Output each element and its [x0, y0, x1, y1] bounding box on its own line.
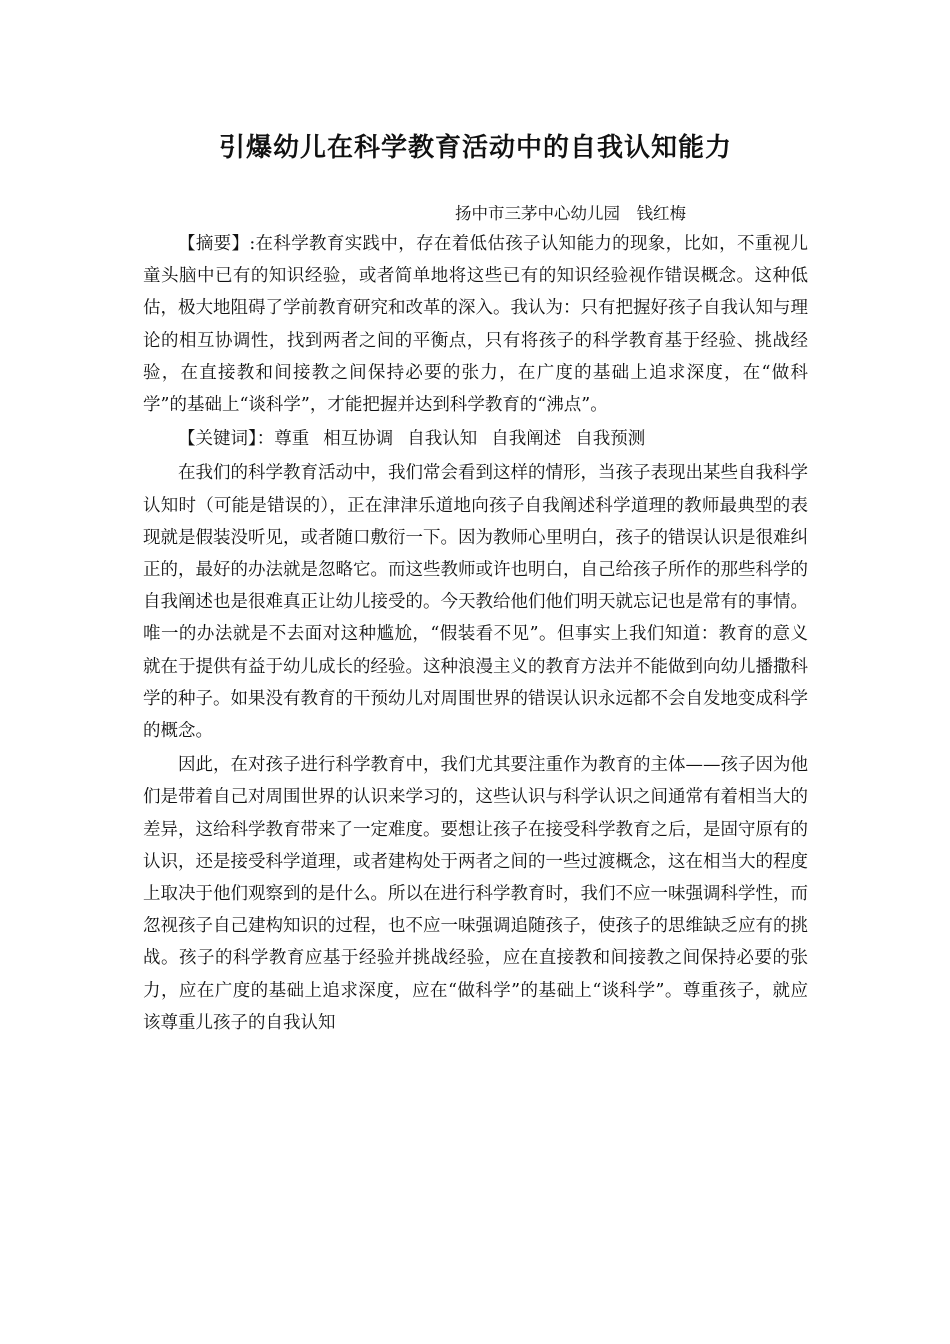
body-paragraph: 因此，在对孩子进行科学教育中，我们尤其要注重作为教育的主体——孩子因为他们是带着自己对周围世界的认识来学习的，这些认识与科学认识之间通常有着相当大的差异，这给科学教育带来了一定难度。要想让孩子在接受科学教育之后，是固守原有的认识，还是接受科学道理，或者建构处于两者之间的一些过渡概念，这在相当大的程度上取决于他们观察到的是什么。所以在进行科学教育时，我们不应一味强调科学性，而忽视孩子自己建构知识的过程，也不应一味强调追随孩子，使孩子的思维缺乏应有的挑战。孩子的科学教育应基于经验并挑战经验，应在直接教和间接教之间保持必要的张力，应在广度的基础上追求深度，应在“做科学”的基础上“谈科学”。尊重孩子，就应该尊重儿孩子的自我认知 [143, 755, 808, 1033]
document-page [143, 128, 808, 1039]
keyword: 尊重 [274, 429, 310, 450]
keyword: 自我认知 [407, 429, 478, 450]
keywords-line [143, 423, 808, 455]
keyword: 自我阐述 [491, 429, 562, 450]
abstract-paragraph [143, 228, 808, 421]
abstract-text: :在科学教育实践中，存在着低估孩子认知能力的现象，比如，不重视儿童头脑中已有的知识经验，或者简单地将这些已有的知识经验视作错误概念。这种低估，极大地阻碍了学前教育研究和改革的深入。我认为：只有把握好孩子自我认知与理论的相互协调性，找到两者之间的平衡点，只有将孩子的科学教育基于经验、挑战经验，在直接教和间接教之间保持必要的张力，在广度的基础上追求深度，在“做科学”的基础上“谈科学”，才能把握并达到科学教育的“沸点”。 [143, 234, 808, 416]
document-title: 引爆幼儿在科学教育活动中的自我认知能力 [218, 133, 732, 163]
keyword: 自我预测 [575, 429, 646, 450]
abstract-label: 【摘要】 [178, 234, 250, 254]
body-paragraph: 在我们的科学教育活动中，我们常会看到这样的情形，当孩子表现出某些自我科学认知时（可能是错误的），正在津津乐道地向孩子自我阐述科学道理的教师最典型的表现就是假装没听见，或者随口敷衍一下。因为教师心里明白，孩子的错误认识是很难纠正的，最好的办法就是忽略它。而这些教师或许也明白，自己给孩子所作的那些科学的自我阐述也是很难真正让幼儿接受的。今天教给他们他们明天就忘记也是常有的事情。唯一的办法就是不去面对这种尴尬，“假装看不见”。但事实上我们知道：教育的意义就在于提供有益于幼儿成长的经验。这种浪漫主义的教育方法并不能做到向幼儿播撒科学的种子。如果没有教育的干预幼儿对周围世界的错误认识永远都不会自发地变成科学的概念。 [143, 463, 808, 742]
keywords-label: 【关键词】： [178, 429, 275, 450]
author-line: 扬中市三茅中心幼儿园 钱红梅 [455, 204, 686, 223]
keyword: 相互协调 [323, 429, 394, 450]
